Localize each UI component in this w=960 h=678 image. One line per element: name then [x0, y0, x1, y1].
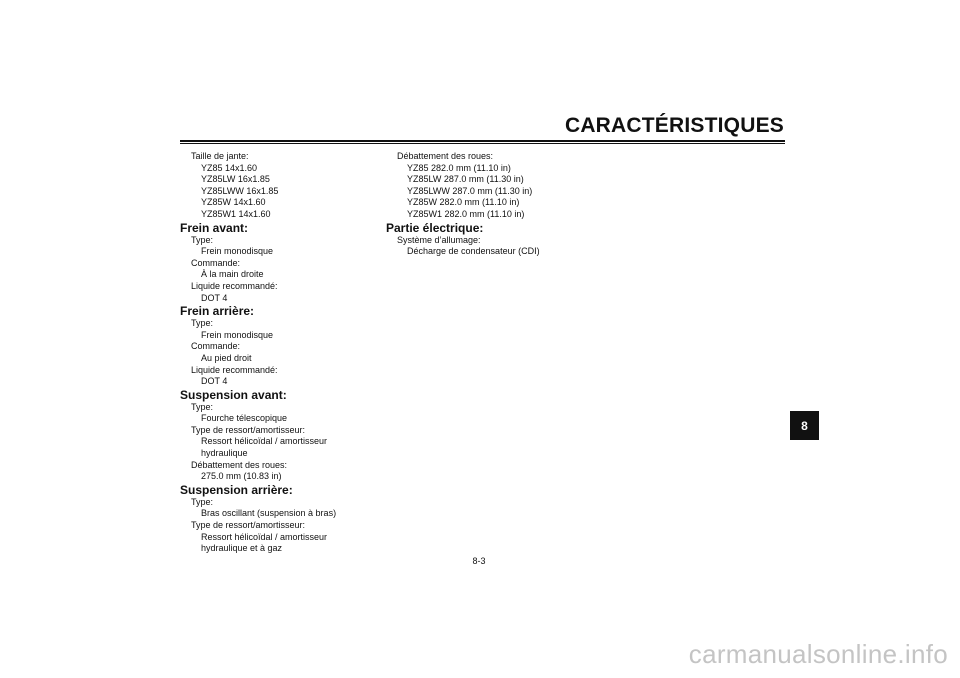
page-number: 8-3 [472, 556, 486, 566]
section-front-brake [180, 221, 380, 305]
section-heading: Frein avant: [180, 220, 249, 235]
spec-label: Liquide recommandé: [191, 364, 278, 375]
wheel-travel-block [386, 151, 586, 221]
spec-label: Système d’allumage: [397, 234, 481, 245]
section-heading: Frein arrière: [180, 304, 255, 319]
spec-label: Taille de jante: [191, 151, 249, 161]
spec-label: Type: [191, 401, 214, 412]
section-rear-brake [180, 304, 380, 388]
spec-value: hydraulique [201, 448, 248, 459]
spec-value: Au pied droit [201, 352, 252, 363]
title-rule-thin [180, 143, 785, 144]
spec-value: DOT 4 [201, 376, 228, 387]
spec-label: Type: [191, 318, 214, 329]
spec-value: 275.0 mm (10.83 in) [201, 471, 282, 482]
spec-value: Ressort hélicoïdal / amortisseur [201, 531, 328, 542]
spec-label: Type: [191, 234, 214, 245]
spec-value: Frein monodisque [201, 246, 274, 257]
spec-label: Type de ressort/amortisseur: [191, 424, 306, 435]
spec-value: YZ85 14x1.60 [201, 162, 258, 173]
spec-value: YZ85LWW 16x1.85 [201, 185, 279, 196]
spec-label: Débattement des roues: [191, 459, 288, 470]
spec-label: Débattement des roues: [397, 151, 494, 161]
right-column [386, 151, 586, 258]
page-title: CARACTÉRISTIQUES [564, 114, 784, 137]
spec-value: YZ85W 282.0 mm (11.10 in) [407, 197, 520, 208]
spec-value: YZ85W1 14x1.60 [201, 208, 271, 219]
spec-value: YZ85W1 282.0 mm (11.10 in) [407, 208, 525, 219]
title-rule [180, 140, 785, 142]
spec-value: Ressort hélicoïdal / amortisseur [201, 436, 328, 447]
section-front-suspension [180, 388, 380, 483]
spec-value: À la main droite [201, 269, 264, 280]
watermark-text: carmanualsonline.info [688, 639, 948, 669]
spec-value: Frein monodisque [201, 329, 274, 340]
spec-label: Type: [191, 496, 214, 507]
spec-value: Bras oscillant (suspension à bras) [201, 508, 337, 519]
spec-value: DOT 4 [201, 292, 228, 303]
spec-value: YZ85LWW 287.0 mm (11.30 in) [407, 185, 533, 196]
spec-value: YZ85 282.0 mm (11.10 in) [407, 162, 511, 173]
spec-value: Décharge de condensateur (CDI) [407, 246, 540, 257]
section-heading: Suspension avant: [180, 387, 287, 402]
section-heading: Partie électrique: [386, 220, 484, 235]
spec-label: Commande: [191, 341, 241, 352]
left-column [180, 151, 380, 555]
section-heading: Suspension arrière: [180, 482, 293, 497]
chapter-tab: 8 [790, 411, 819, 440]
spec-label: Commande: [191, 257, 241, 268]
spec-value: Fourche télescopique [201, 413, 288, 424]
spec-value: YZ85W 14x1.60 [201, 197, 266, 208]
spec-label: Type de ressort/amortisseur: [191, 520, 306, 531]
spec-label: Liquide recommandé: [191, 280, 278, 291]
spec-value: YZ85LW 16x1.85 [201, 174, 270, 185]
section-rear-suspension [180, 483, 380, 555]
rim-size-block [180, 151, 380, 221]
spec-value: hydraulique et à gaz [201, 543, 283, 554]
section-electrical [386, 221, 586, 258]
spec-value: YZ85LW 287.0 mm (11.30 in) [407, 174, 524, 185]
